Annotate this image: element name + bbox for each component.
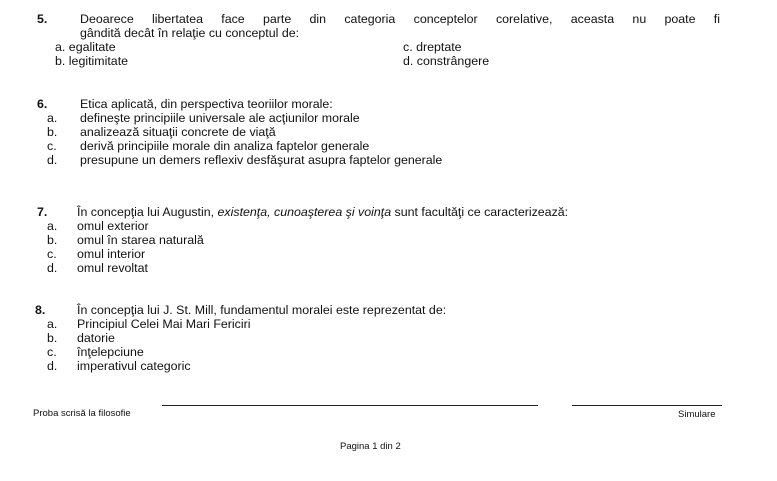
question-8-option-b-text: datorie [77,331,115,345]
footer-divider-left [162,405,538,406]
question-8-option-d-letter: d. [47,359,58,373]
question-5-text-line1: Deoarece libertatea face parte din categoria conceptelor corelative, aceasta nu poate fi [80,12,720,26]
question-7-option-b-text: omul în starea naturală [77,233,204,247]
question-7-option-c-text: omul interior [77,247,146,261]
question-7-option-c-letter: c. [47,247,57,261]
question-8-option-b-letter: b. [47,331,58,345]
question-8-number: 8. [35,303,46,317]
question-7-option-d-text: omul revoltat [77,261,148,275]
question-8-option-d-text: imperativul categoric [77,359,191,373]
footer-simulation-label: Simulare [678,409,716,420]
option-letter: d. [403,54,414,68]
question-6-option-a-text: defineşte principiile universale ale acţiunilor morale [80,111,360,125]
question-7-text [77,205,568,219]
question-6-option-d-text: presupune un demers reflexiv desfăşurat asupra faptelor generale [80,153,443,167]
question-7-text-after: sunt facultăţi ce caracterizează: [391,205,569,219]
question-7-option-a-text: omul exterior [77,219,149,233]
question-8-option-a-letter: a. [47,317,58,331]
footer-divider-right [572,405,722,406]
question-7-text-italic: existenţa, cunoaşterea şi voinţa [217,205,392,219]
option-letter: b. [55,54,66,68]
question-7-text-before: În concepţia lui Augustin, [77,205,218,219]
question-5-option-c [403,40,462,54]
option-letter: c. [403,40,413,54]
option-letter: a. [55,40,66,54]
question-5-number: 5. [37,12,48,26]
question-6-number: 6. [37,97,48,111]
question-8-text: În concepţia lui J. St. Mill, fundamentul moralei este reprezentat de: [77,303,447,317]
question-6-option-c-text: derivă principiile morale din analiza faptelor generale [80,139,370,153]
option-text: dreptate [416,40,462,54]
question-6-option-d-letter: d. [47,153,58,167]
question-6-option-b-text: analizează situaţii concrete de viaţă [80,125,276,139]
question-8-option-a-text: Principiul Celei Mai Mari Fericiri [77,317,251,331]
question-7-option-a-letter: a. [47,219,58,233]
question-8-option-c-text: înţelepciune [77,345,144,359]
question-6-option-c-letter: c. [47,139,57,153]
question-6-option-a-letter: a. [47,111,58,125]
footer-page-number: Pagina 1 din 2 [340,441,401,452]
question-5-text-line2: gândită decât în relaţie cu conceptul de: [80,26,300,40]
question-5-option-d [403,54,489,68]
option-text: egalitate [68,40,116,54]
question-7-option-d-letter: d. [47,261,58,275]
option-text: legitimitate [68,54,129,68]
question-6-option-b-letter: b. [47,125,58,139]
footer-exam-title: Proba scrisă la filosofie [33,408,131,419]
question-7-option-b-letter: b. [47,233,58,247]
question-7-number: 7. [37,205,48,219]
question-6-text: Etica aplicată, din perspectiva teoriilor morale: [80,97,333,111]
question-5-option-b [55,54,128,68]
question-5-option-a [55,40,116,54]
option-text: constrângere [416,54,490,68]
question-8-option-c-letter: c. [47,345,57,359]
